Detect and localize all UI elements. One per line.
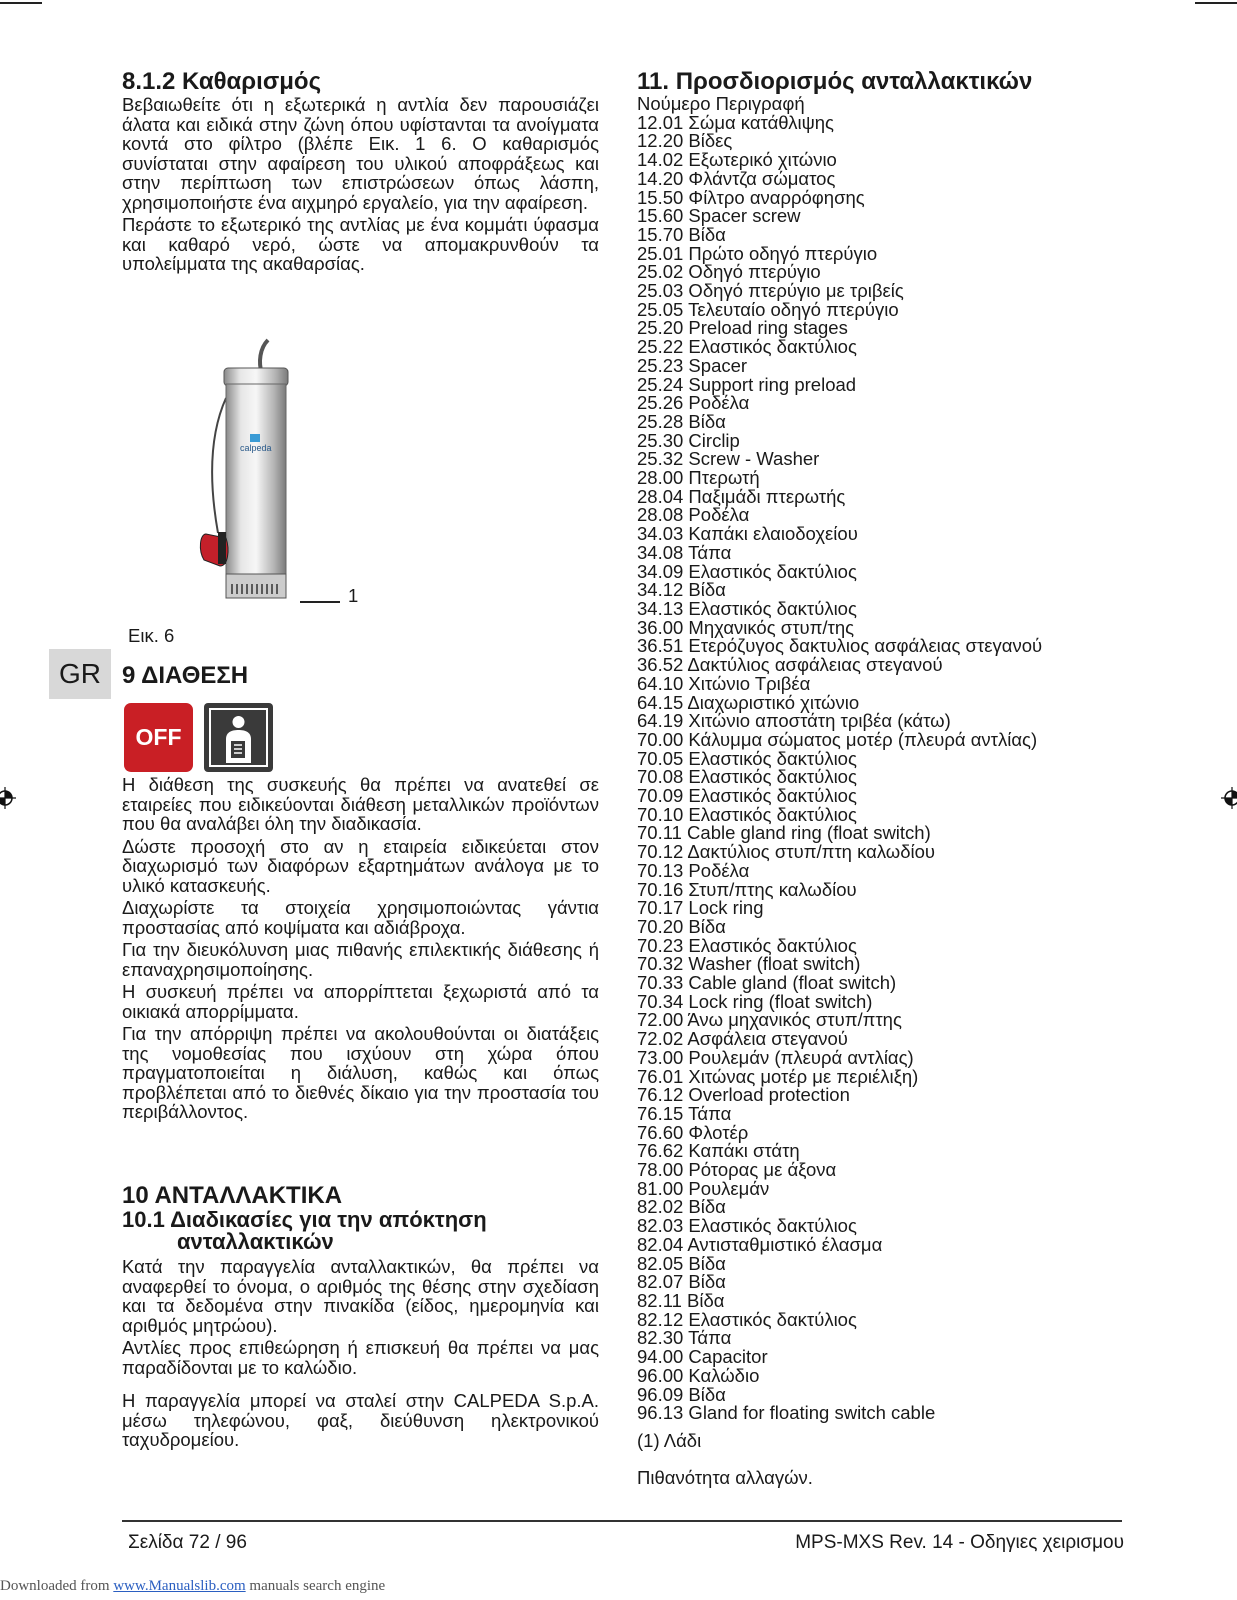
parts-list-item: 25.03 Οδηγό πτερύγιο με τριβείς: [637, 280, 904, 302]
parts-list-item: 15.70 Βίδα: [637, 223, 726, 245]
parts-list-item: 76.15 Τάπα: [637, 1102, 732, 1124]
parts-list-item: 70.05 Ελαστικός δακτύλιος: [637, 747, 857, 769]
parts-list-item: 70.10 Ελαστικός δακτύλιος: [637, 803, 857, 825]
footer-rule: [122, 1520, 1122, 1522]
section-9-paragraph: Διαχωρίστε τα στοιχεία χρησιμοποιώντας γάντια προστασίας από κοψίματα και αδιάβροχα.: [122, 897, 599, 938]
parts-note: (1) Λάδι: [637, 1429, 702, 1451]
parts-list-item: 76.62 Καπάκι στάτη: [637, 1140, 800, 1162]
parts-list-item: 82.30 Τάπα: [637, 1327, 732, 1349]
document-title: MPS-MXS Rev. 14 - Οδηγιες χειρισμου: [795, 1532, 1124, 1553]
parts-list-item: 70.20 Βίδα: [637, 915, 726, 937]
parts-list-item: 82.12 Ελαστικός δακτύλιος: [637, 1308, 857, 1330]
section-10-1-title: 10.1 Διαδικασίες για την απόκτηση ανταλλακτικών: [122, 1207, 487, 1254]
parts-list-item: 36.00 Μηχανικός στυπ/της: [637, 616, 855, 638]
section-9-paragraph: Για την διευκόλυνση μιας πιθανής επιλεκτικής διάθεσης ή επαναχρησιμοποίησης.: [122, 939, 599, 980]
parts-list-item: 14.02 Εξωτερικό χιτώνιο: [637, 149, 837, 171]
parts-list-item: 34.09 Ελαστικός δακτύλιος: [637, 560, 857, 582]
parts-list-item: 25.23 Spacer: [637, 354, 748, 376]
parts-list-item: 64.15 Διαχωριστικό χιτώνιο: [637, 691, 860, 713]
manualslib-link[interactable]: www.Manualslib.com: [113, 1578, 246, 1594]
section-9: [122, 662, 599, 689]
off-icon: OFF: [124, 703, 193, 772]
parts-list-item: 70.33 Cable gland (float switch): [637, 972, 897, 994]
parts-list-item: 34.03 Καπάκι ελαιοδοχείου: [637, 523, 858, 545]
parts-list-item: 72.02 Ασφάλεια στεγανού: [637, 1028, 848, 1050]
parts-list-item: 64.10 Χιτώνιο Τριβέα: [637, 672, 811, 694]
parts-list-item: 82.07 Βίδα: [637, 1271, 726, 1293]
parts-list-item: 70.12 Δακτύλιος στυπ/πτη καλωδίου: [637, 841, 936, 863]
parts-list-item: 14.20 Φλάντζα σώματος: [637, 167, 836, 189]
parts-list-item: 25.30 Circlip: [637, 429, 740, 451]
parts-list-item: 70.34 Lock ring (float switch): [637, 990, 873, 1012]
parts-list: [637, 111, 1217, 1424]
parts-list-item: 25.22 Ελαστικός δακτύλιος: [637, 336, 857, 358]
registration-mark-left: [0, 787, 16, 809]
section-10-title: 10 ΑΝΤΑΛΛΑΚΤΙΚΑ: [122, 1182, 343, 1209]
pump-head: [224, 368, 288, 386]
parts-list-item: 25.28 Βίδα: [637, 410, 726, 432]
parts-list-item: 25.20 Preload ring stages: [637, 317, 848, 339]
parts-list-item: 82.02 Βίδα: [637, 1196, 726, 1218]
parts-list-item: 28.00 Πτερωτή: [637, 467, 760, 489]
parts-list-item: 25.01 Πρώτο οδηγό πτερύγιο: [637, 242, 878, 264]
parts-list-item: 70.23 Ελαστικός δακτύλιος: [637, 934, 857, 956]
right-column: [637, 68, 1217, 1487]
parts-list-item: 34.12 Βίδα: [637, 579, 726, 601]
parts-list-item: 78.00 Ρότορας με άξονα: [637, 1159, 837, 1181]
section-8-1-2-paragraph-2: Περάστε το εξωτερικό της αντλίας με ένα κομμάτι ύφασμα και καθαρό νερό, ώστε να απομακρυνθούν τα υπολείμματα της ακαθαρσίας.: [122, 214, 599, 274]
parts-list-item: 70.09 Ελαστικός δακτύλιος: [637, 785, 857, 807]
changes-note: Πιθανότητα αλλαγών.: [637, 1466, 813, 1488]
parts-list-item: 96.00 Καλώδιο: [637, 1364, 760, 1386]
section-9-paragraph: Δώστε προσοχή στο αν η εταιρεία ειδικεύεται στον διαχωρισμό των διαφόρων εξαρτημάτων ανάλογα με το υλικό κατασκευής.: [122, 835, 599, 896]
callout-line: [300, 601, 340, 603]
parts-list-item: 34.13 Ελαστικός δακτύλιος: [637, 597, 857, 619]
parts-list-item: 96.13 Gland for floating switch cable: [637, 1402, 936, 1424]
parts-list-item: 25.02 Οδηγό πτερύγιο: [637, 261, 821, 283]
parts-list-item: 70.11 Cable gland ring (float switch): [637, 822, 931, 844]
section-10: [122, 1182, 599, 1453]
registration-mark-right: [1221, 787, 1237, 809]
parts-list-item: 82.05 Βίδα: [637, 1252, 726, 1274]
svg-text:calpeda: calpeda: [240, 443, 272, 453]
download-suffix: manuals search engine: [245, 1578, 386, 1594]
parts-list-item: 76.12 Overload protection: [637, 1084, 850, 1106]
figure-caption: Εικ. 6: [128, 625, 175, 646]
pump-body: [226, 384, 286, 574]
parts-list-item: 25.24 Support ring preload: [637, 373, 857, 395]
parts-list-item: 70.13 Ροδέλα: [637, 859, 750, 881]
parts-list-item: 12.20 Βίδες: [637, 130, 733, 152]
read-manual-icon: [204, 703, 273, 772]
parts-list-item: 76.01 Χιτώνας μοτέρ με περιέλιξη): [637, 1065, 919, 1087]
parts-list-item: 70.00 Κάλυμμα σώματος μοτέρ (πλευρά αντλίας): [637, 728, 1038, 750]
parts-list-item: 96.09 Βίδα: [637, 1383, 726, 1405]
parts-list-item: 76.60 Φλοτέρ: [637, 1121, 749, 1143]
parts-list-item: 70.32 Washer (float switch): [637, 953, 861, 975]
section-9-paragraph: Η διάθεση της συσκευής θα πρέπει να ανατεθεί σε εταιρείες που ειδικεύονται διάθεση μεταλλικών προϊόντων που θα αναλάβει όλη την διαδικασία.: [122, 774, 599, 834]
parts-list-item: 82.03 Ελαστικός δακτύλιος: [637, 1215, 857, 1237]
left-column-top: [122, 68, 599, 277]
parts-list-item: 36.52 Δακτύλιος ασφάλειας στεγανού: [637, 654, 943, 676]
parts-list-item: 73.00 Ρουλεμάν (πλευρά αντλίας): [637, 1046, 914, 1068]
parts-list-item: 12.01 Σώμα κατάθλιψης: [637, 111, 834, 133]
section-9-body: [122, 775, 599, 1125]
parts-list-item: 15.60 Spacer screw: [637, 205, 801, 227]
section-11-title: 11. Προσδιορισμός ανταλλακτικών: [637, 68, 1033, 95]
callout-number: 1: [348, 585, 359, 606]
section-10-paragraph-3: Η παραγγελία μπορεί να σταλεί στην CALPEDA S.p.A. μέσω τηλεφώνου, φαξ, διεύθυνση ηλεκτρονικού ταχυδρομείου.: [122, 1390, 599, 1450]
parts-list-item: 82.04 Αντισταθμιστικό έλασμα: [637, 1233, 883, 1255]
download-prefix: Downloaded from: [0, 1578, 114, 1594]
parts-list-item: 70.08 Ελαστικός δακτύλιος: [637, 766, 857, 788]
crop-mark: [1195, 2, 1237, 4]
parts-list-item: 70.16 Στυπ/πτης καλωδίου: [637, 878, 857, 900]
section-8-1-2-title: 8.1.2 Καθαρισμός: [122, 68, 322, 95]
download-notice: [0, 1578, 385, 1595]
section-8-1-2-paragraph-1: Βεβαιωθείτε ότι η εξωτερικά η αντλία δεν παρουσιάζει άλατα και ειδικά στην ζώνη όπου υφίστανται τα ανοίγματα κοντά στο φίλτρο (βλέπε Εικ. 1 6. Ο καθαρισμός συνίσταται στην αφαίρεση του υλικού αποφράξεως και στην περίπτωση των επιστρώσεων όπως λάσπη, χρησιμοποιήστε ένα αιχμηρό εργαλείο, για την αφαίρεση.: [122, 94, 599, 213]
parts-list-item: 15.50 Φίλτρο αναρρόφησης: [637, 186, 865, 208]
parts-list-item: 81.00 Ρουλεμάν: [637, 1177, 770, 1199]
page-number: Σελίδα 72 / 96: [128, 1532, 247, 1553]
parts-list-item: 72.00 Άνω μηχανικός στυπ/πτης: [637, 1009, 902, 1031]
section-9-title: 9 ΔΙΑΘΕΣΗ: [122, 662, 249, 689]
parts-list-item: 34.08 Τάπα: [637, 541, 732, 563]
parts-list-header: Νούμερο Περιγραφή: [637, 93, 805, 114]
parts-list-item: 25.05 Τελευταίο οδηγό πτερύγιο: [637, 298, 899, 320]
section-10-paragraph-2: Αντλίες προς επιθεώρηση ή επισκευή θα πρέπει να μας παραδίδονται με το καλώδιο.: [122, 1337, 599, 1378]
parts-list-item: 28.08 Ροδέλα: [637, 504, 750, 526]
parts-list-item: 64.19 Χιτώνιο αποστάτη τριβέα (κάτω): [637, 710, 951, 732]
language-tab: GR: [49, 649, 111, 699]
parts-list-item: 28.04 Παξιμάδι πτερωτής: [637, 485, 846, 507]
section-9-paragraph: Η συσκευή πρέπει να απορρίπτεται ξεχωριστά από τα οικιακά απορρίμματα.: [122, 981, 599, 1022]
pump-figure: [190, 338, 310, 603]
section-10-paragraph-1: Κατά την παραγγελία ανταλλακτικών, θα πρέπει να αναφερθεί το όνομα, ο αριθμός της θέσης στην σχεδίαση και τα δεδομένα στην πινακίδα (είδος, ημερομηνία και αριθμός μητρώου).: [122, 1256, 599, 1336]
parts-list-item: 36.51 Ετερόζυγος δακτυλιος ασφάλειας στεγανού: [637, 635, 1043, 657]
parts-list-item: 82.11 Βίδα: [637, 1290, 725, 1311]
crop-mark: [0, 2, 42, 4]
parts-list-item: 25.32 Screw - Washer: [637, 448, 820, 470]
parts-list-item: 70.17 Lock ring: [637, 897, 764, 919]
section-9-paragraph: Για την απόρριψη πρέπει να ακολουθούνται οι διατάξεις της νομοθεσίας που ισχύουν στη χώρα όπου πραγματοποιείται η διάλυση, καθώς και όπως προβλέπεται από το διεθνές δίκαιο για την προστασία του περιβάλλοντος.: [122, 1023, 599, 1122]
parts-list-item: 94.00 Capacitor: [637, 1346, 768, 1368]
parts-list-item: 25.26 Ροδέλα: [637, 392, 750, 414]
